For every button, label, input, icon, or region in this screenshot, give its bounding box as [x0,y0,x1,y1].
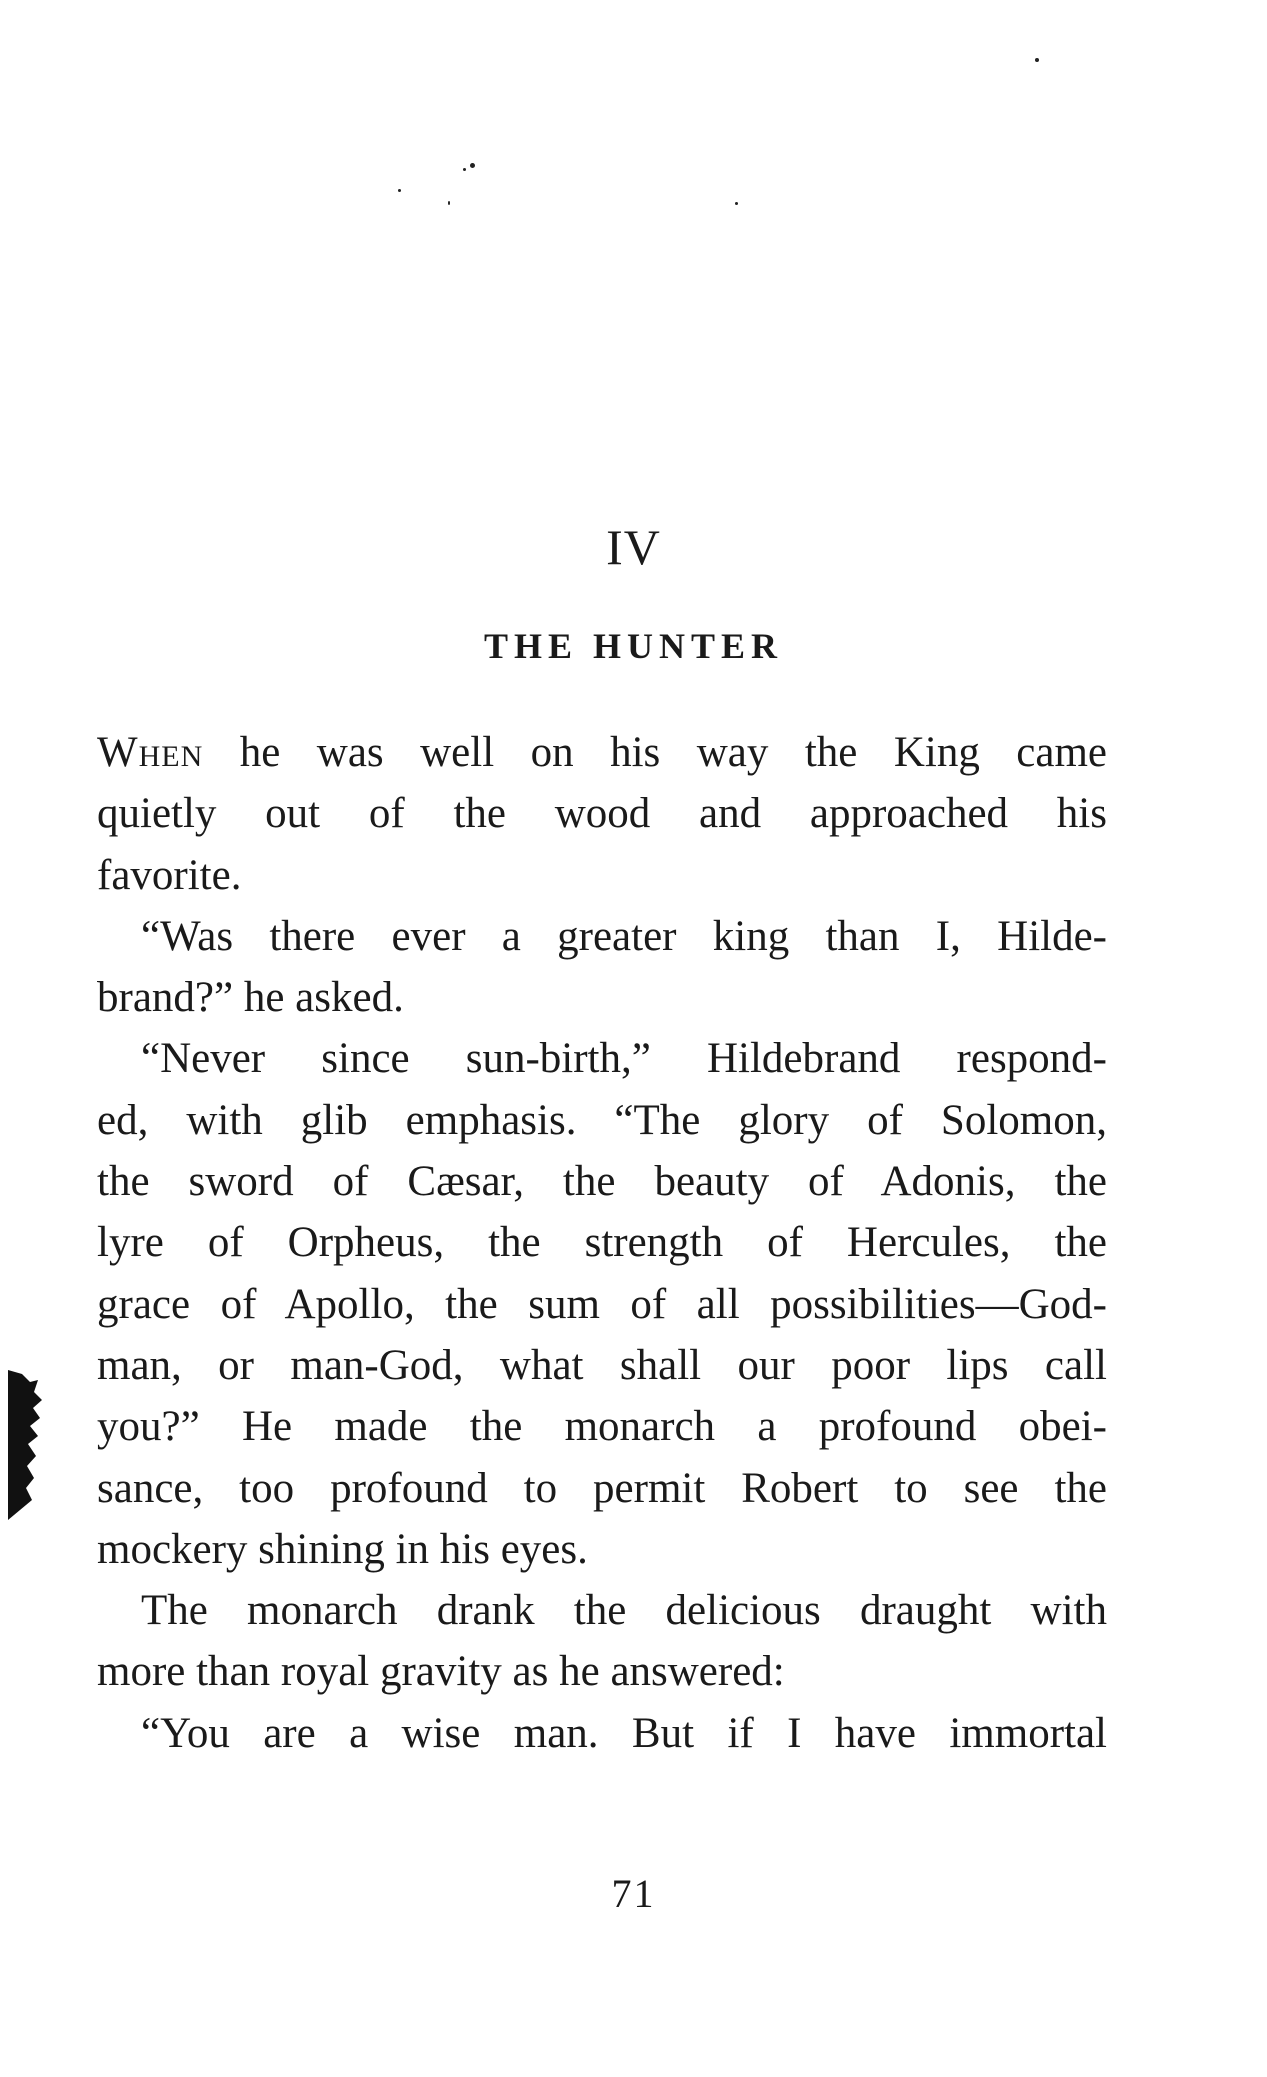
text-line: “Was there ever a greater king than I, Hilde- [141,912,1107,960]
text-line: When he was well on his way the King came [97,729,1107,776]
text-line: “Never since sun-birth,” Hildebrand respond- [141,1035,1107,1083]
text-line: more than royal gravity as he answered: [97,1648,785,1696]
text-line: The monarch drank the delicious draught with [141,1587,1107,1635]
scan-speck [1035,58,1039,62]
text-line: sance, too profound to permit Robert to see the [97,1464,1107,1512]
text-line: you?” He made the monarch a profound obei- [97,1403,1107,1451]
scan-speck [398,189,401,192]
text-line: favorite. [97,851,242,899]
text-line: man, or man-God, what shall our poor lips call [97,1341,1107,1389]
scan-speck [448,201,450,205]
scan-speck [463,168,466,171]
page-number: 71 [611,1871,656,1916]
text-line: ed, with glib emphasis. “The glory of Solomon, [97,1096,1107,1144]
chapter-number: IV [606,519,661,575]
lead-word: When [97,729,204,776]
scan-speck [470,163,475,168]
text-line: brand?” he asked. [97,974,404,1022]
text-line: grace of Apollo, the sum of all possibilities—God- [97,1280,1107,1328]
text-line: the sword of Cæsar, the beauty of Adonis, the [97,1158,1107,1206]
body-text [97,722,1107,1764]
binding-mark [0,1370,46,1520]
text-line: “You are a wise man. But if I have immortal [141,1709,1107,1757]
scan-speck [735,202,738,205]
chapter-title: THE HUNTER [483,626,784,666]
text-line: lyre of Orpheus, the strength of Hercules, the [97,1219,1107,1267]
text-line: quietly out of the wood and approached his [97,790,1107,838]
text-line: mockery shining in his eyes. [97,1525,588,1573]
